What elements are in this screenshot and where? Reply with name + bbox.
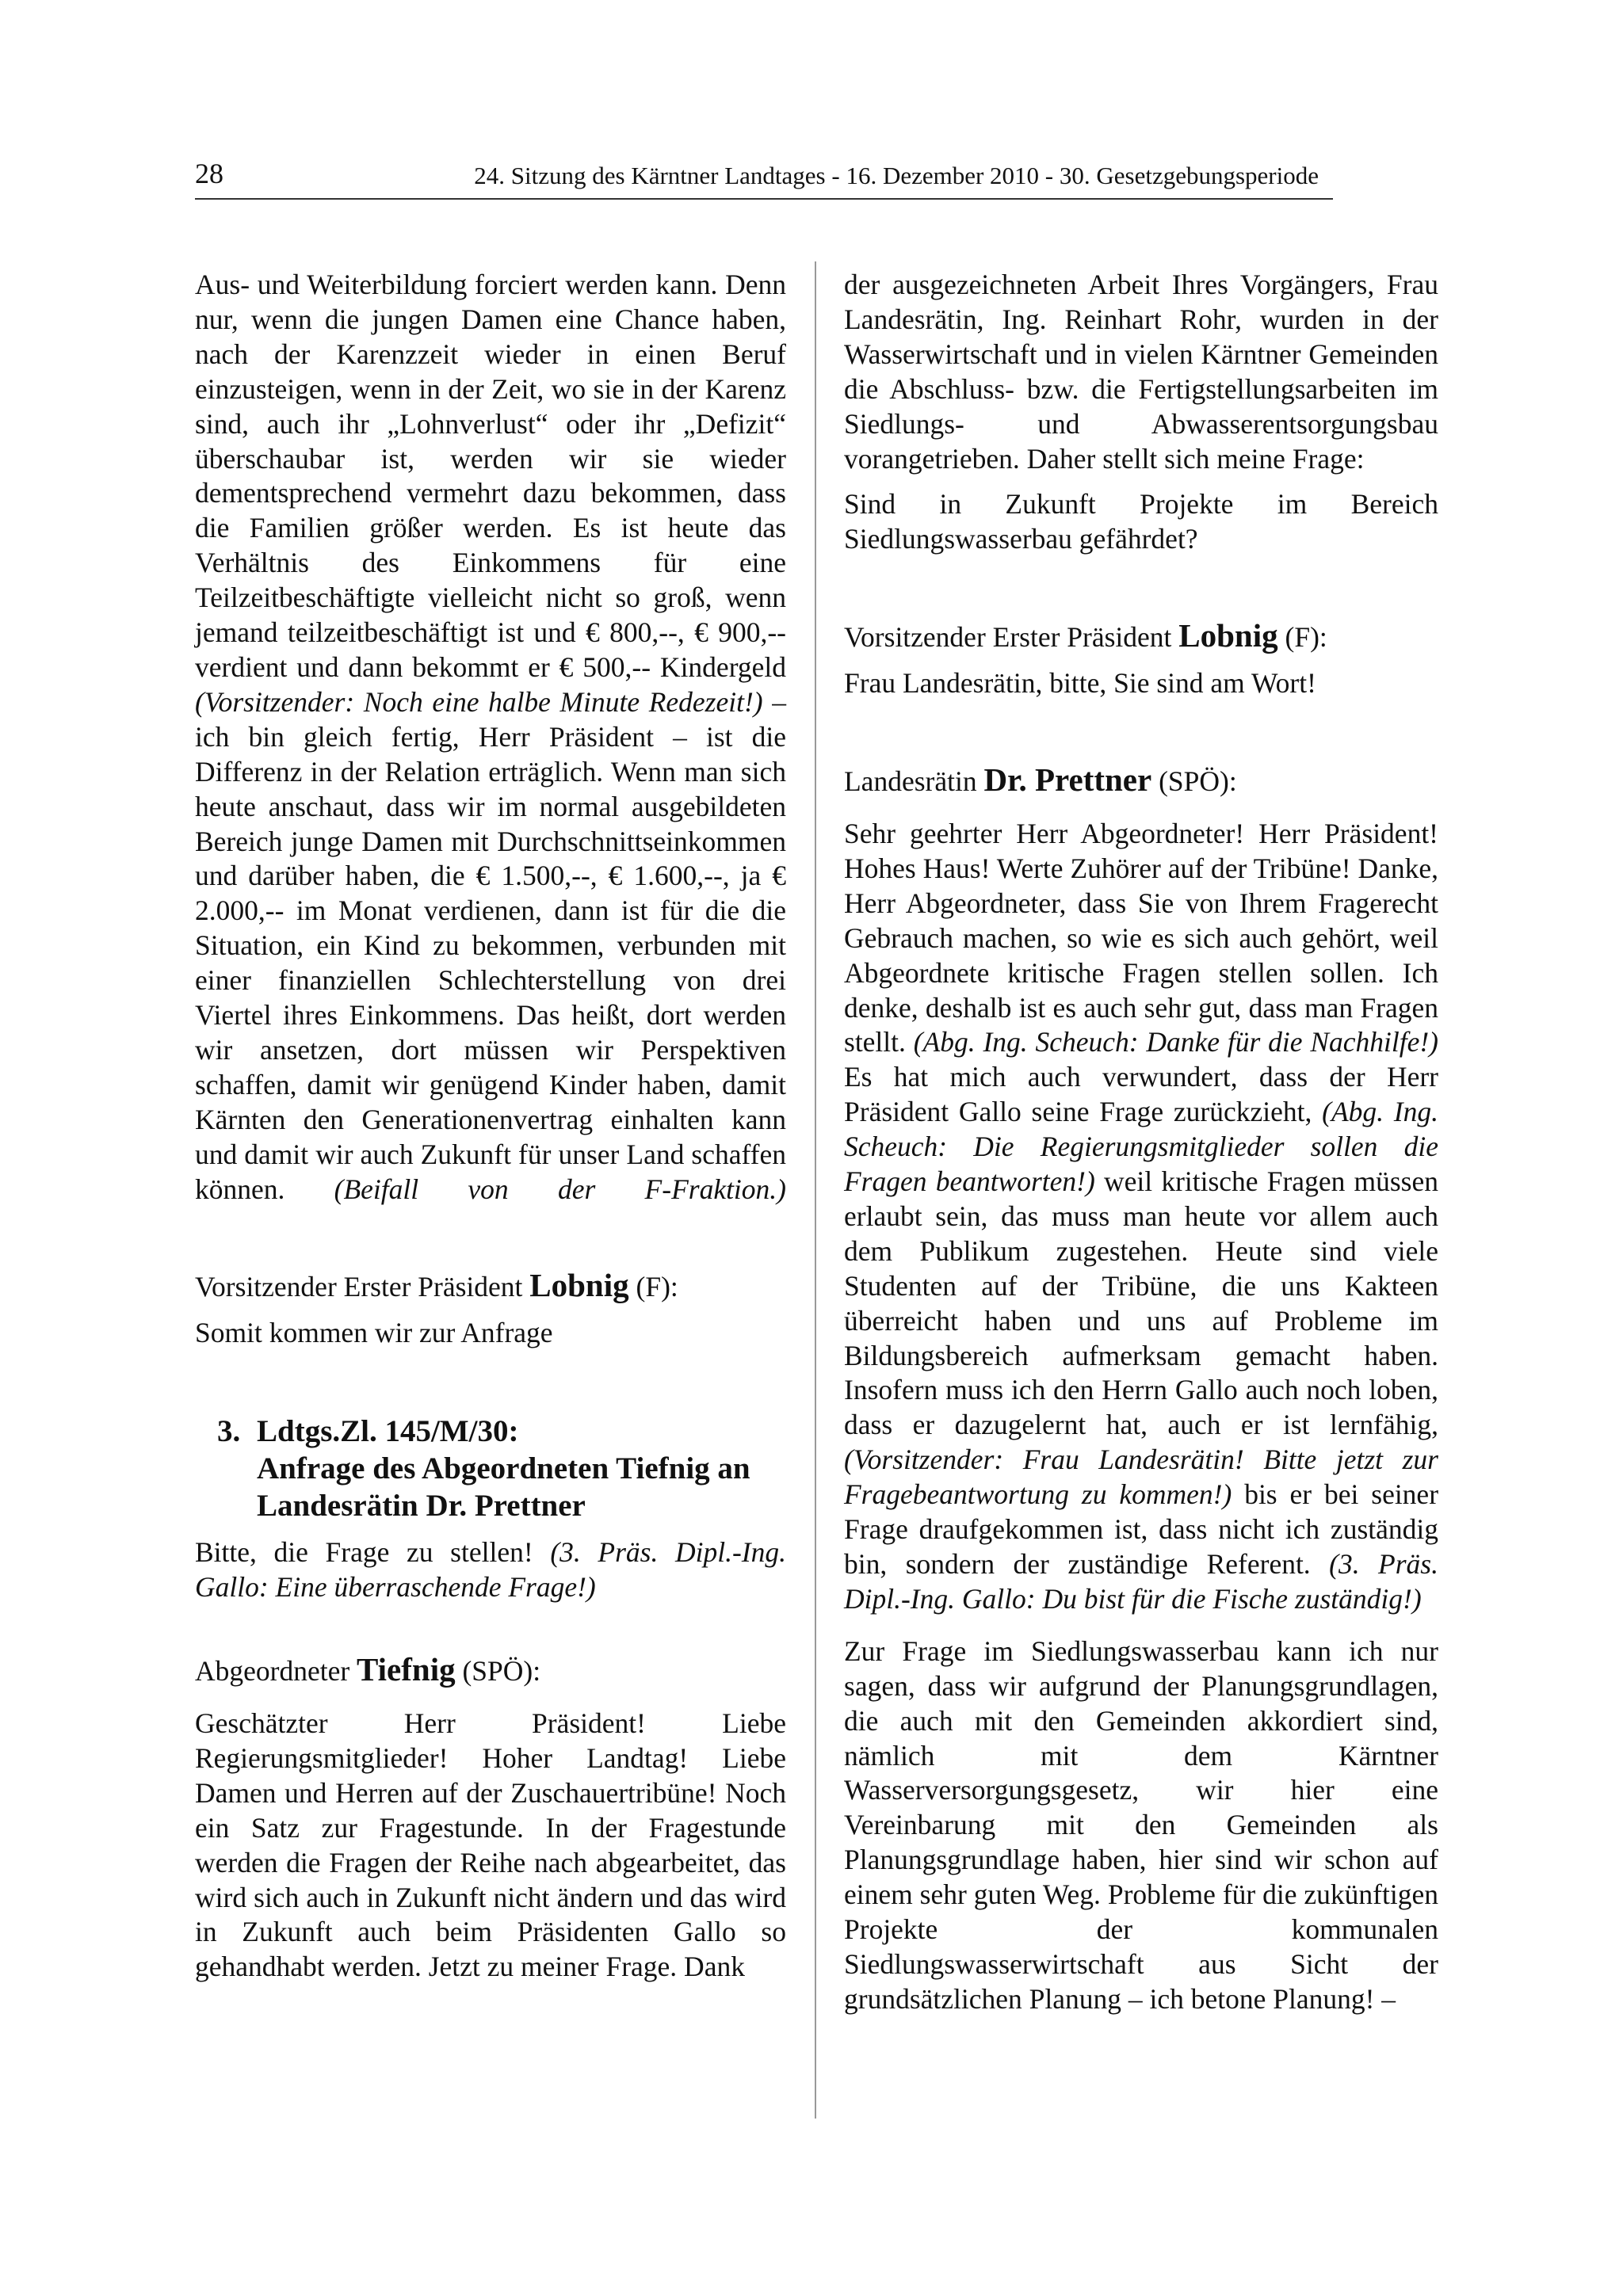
body-text: bis er bei seiner Frage draufgekommen ist, dass nicht ich zuständig bin, sondern der zuständige Referent. xyxy=(844,1478,1439,1580)
speaker-line xyxy=(195,1653,786,1689)
interjection: (Vorsitzender: Noch eine halbe Minute Redezeit!) xyxy=(195,685,763,718)
left-column xyxy=(195,268,786,1985)
interjection: (Abg. Ing. Scheuch: Danke für die Nachhilfe!) xyxy=(913,1026,1438,1058)
paragraph: Zur Frage im Siedlungswasserbau kann ich nur sagen, dass wir aufgrund der Planungsgrundlagen, die auch mit den Gemeinden akkordiert sind, nämlich mit dem Kärntner Wasserversorgungsgesetz, wir hier eine Vereinbarung mit den Gemeinden als Planungsgrundlage haben, hier sind wir schon auf einem sehr guten Weg. Probleme für die zukünftigen Projekte der kommunalen Siedlungswasserwirtschaft aus Sicht der grundsätzlichen Planung – ich betone Planung! – xyxy=(844,1634,1438,2015)
speaker-title: Vorsitzender Erster Präsident xyxy=(195,1271,523,1303)
paragraph: Somit kommen wir zur Anfrage xyxy=(195,1317,553,1349)
body-text: Bitte, die Frage zu stellen! xyxy=(195,1536,533,1569)
agenda-number: 3. xyxy=(217,1414,241,1449)
speaker-party: (F): xyxy=(636,1271,678,1303)
speaker-title: Vorsitzender Erster Präsident xyxy=(844,621,1172,654)
page-number: 28 xyxy=(195,158,223,189)
interjection: (Beifall von der F-Fraktion.) xyxy=(334,1173,786,1205)
speaker-name: Lobnig xyxy=(1178,617,1278,654)
interjection: (Abg. Ing. Scheuch: Die Regierungsmitglieder sollen die Fragen beantworten!) xyxy=(844,1096,1438,1198)
agenda-item xyxy=(217,1413,786,1524)
speaker-name: Dr. Prettner xyxy=(983,761,1152,799)
speaker-title: Landesrätin xyxy=(844,765,977,798)
interjection: (Vorsitzender: Frau Landesrätin! Bitte jetzt zur Fragebeantwortung zu kommen!) xyxy=(844,1444,1438,1511)
paragraph xyxy=(195,268,786,1207)
agenda-title: Landesrätin Dr. Prettner xyxy=(257,1489,586,1524)
speaker-line xyxy=(195,1268,786,1305)
agenda-reference: Ldtgs.Zl. 145/M/30: xyxy=(257,1414,519,1449)
page-header xyxy=(195,157,1333,200)
running-title: 24. Sitzung des Kärntner Landtages - 16. Dezember 2010 - 30. Gesetzgebungsperiode xyxy=(474,162,1319,189)
speaker-title: Abgeordneter xyxy=(195,1655,350,1688)
speaker-line xyxy=(844,619,1438,655)
body-text: weil kritische Fragen müssen erlaubt sein, das muss man heute vor allem auch dem Publikum zugestehen. Heute sind viele Studenten auf der Tribüne, die uns Kakteen überreicht haben und uns auf Probleme im Bildungsbereich aufmerksam gemacht haben. Insofern muss ich den Herrn Gallo auch noch loben, dass er dazugelernt hat, auch er ist lernfähig, xyxy=(844,1165,1439,1441)
paragraph: der ausgezeichneten Arbeit Ihres Vorgängers, Frau Landesrätin, Ing. Reinhart Rohr, wurden in der Wasserwirtschaft und in vielen Kärntner Gemeinden die Abschluss- bzw. die Fertigstellungsarbeiten im Siedlungs- und Abwasserentsorgungsbau vorangetrieben. Daher stellt sich meine Frage: xyxy=(844,269,1438,475)
paragraph: Sind in Zukunft Projekte im Bereich Siedlungswasserbau gefährdet? xyxy=(844,488,1438,555)
paragraph: Frau Landesrätin, bitte, Sie sind am Wort! xyxy=(844,667,1316,700)
paragraph xyxy=(195,1535,786,1605)
interjection: (3. Präs. Dipl.-Ing. Gallo: Eine überraschende Frage!) xyxy=(195,1536,787,1604)
right-column xyxy=(844,268,1438,2017)
paragraph: Geschätzter Herr Präsident! Liebe Regierungsmitglieder! Hoher Landtag! Liebe Damen und Herren auf der Zuschauertribüne! Noch ein Satz zur Fragestunde. In der Fragestunde werden die Fragen der Reihe nach abgearbeitet, das wird sich auch in Zukunft nicht ändern und das wird in Zukunft auch beim Präsidenten Gallo so gehandhabt werden. Jetzt zu meiner Frage. Dank xyxy=(195,1707,786,1983)
speaker-line xyxy=(844,763,1438,799)
paragraph xyxy=(844,817,1438,1617)
body-text: Sehr geehrter Herr Abgeordneter! Herr Präsident! Hohes Haus! Werte Zuhörer auf der Tribüne! Danke, Herr Abgeordneter, dass Sie von Ihrem Fragerecht Gebrauch machen, so wie es sich auch gehört, weil Abgeordnete kritische Fragen stellen sollen. Ich denke, deshalb ist es auch sehr gut, dass man Fragen stellt. xyxy=(844,817,1438,1058)
speaker-party: (F): xyxy=(1285,621,1327,654)
body-text: Aus- und Weiterbildung forciert werden kann. Denn nur, wenn die jungen Damen eine Chance haben, nach der Karenzzeit wieder in einen Beruf einzusteigen, wenn in der Zeit, wo sie in der Karenz sind, auch ihr „Lohnverlust“ oder ihr „Defizit“ überschaubar ist, werden wir sie wieder dementsprechend vermehrt dazu bekommen, dass die Familien größer werden. Es ist heute das Verhältnis des Einkommens für eine Teilzeitbeschäftigte vielleicht nicht so groß, wenn jemand teilzeitbeschäftigt ist und € 800,--, € 900,-- verdient und dann bekommt er € 500,-- Kindergeld xyxy=(195,269,786,683)
agenda-title: Anfrage des Abgeordneten Tiefnig an xyxy=(257,1451,750,1486)
speaker-party: (SPÖ): xyxy=(462,1655,541,1688)
body-text: – ich bin gleich fertig, Herr Präsident – ist die Differenz in der Relation erträglich. Wenn man sich heute anschaut, dass wir im normal ausgebildeten Bereich junge Damen mit Durchschnittseinkommen und darüber haben, die € 1.500,--, € 1.600,--, ja € 2.000,-- im Monat verdienen, dann ist für die die Situation, ein Kind zu bekommen, verbunden mit einer finanziellen Schlechterstellung von drei Viertel ihres Einkommens. Das heißt, dort werden wir ansetzen, dort müssen wir Perspektiven schaffen, damit wir genügend Kinder haben, damit Kärnten den Generationenvertrag einhalten kann und damit wir auch Zukunft für unser Land schaffen können. xyxy=(195,685,786,1205)
interjection: (3. Präs. Dipl.-Ing. Gallo: Du bist für die Fische zuständig!) xyxy=(844,1548,1439,1615)
speaker-name: Tiefnig xyxy=(357,1651,456,1688)
speaker-name: Lobnig xyxy=(529,1267,629,1304)
speaker-party: (SPÖ): xyxy=(1159,765,1237,798)
body-text: Es hat mich auch verwundert, dass der Herr Präsident Gallo seine Frage zurückzieht, xyxy=(844,1061,1438,1128)
column-divider xyxy=(815,261,816,2119)
